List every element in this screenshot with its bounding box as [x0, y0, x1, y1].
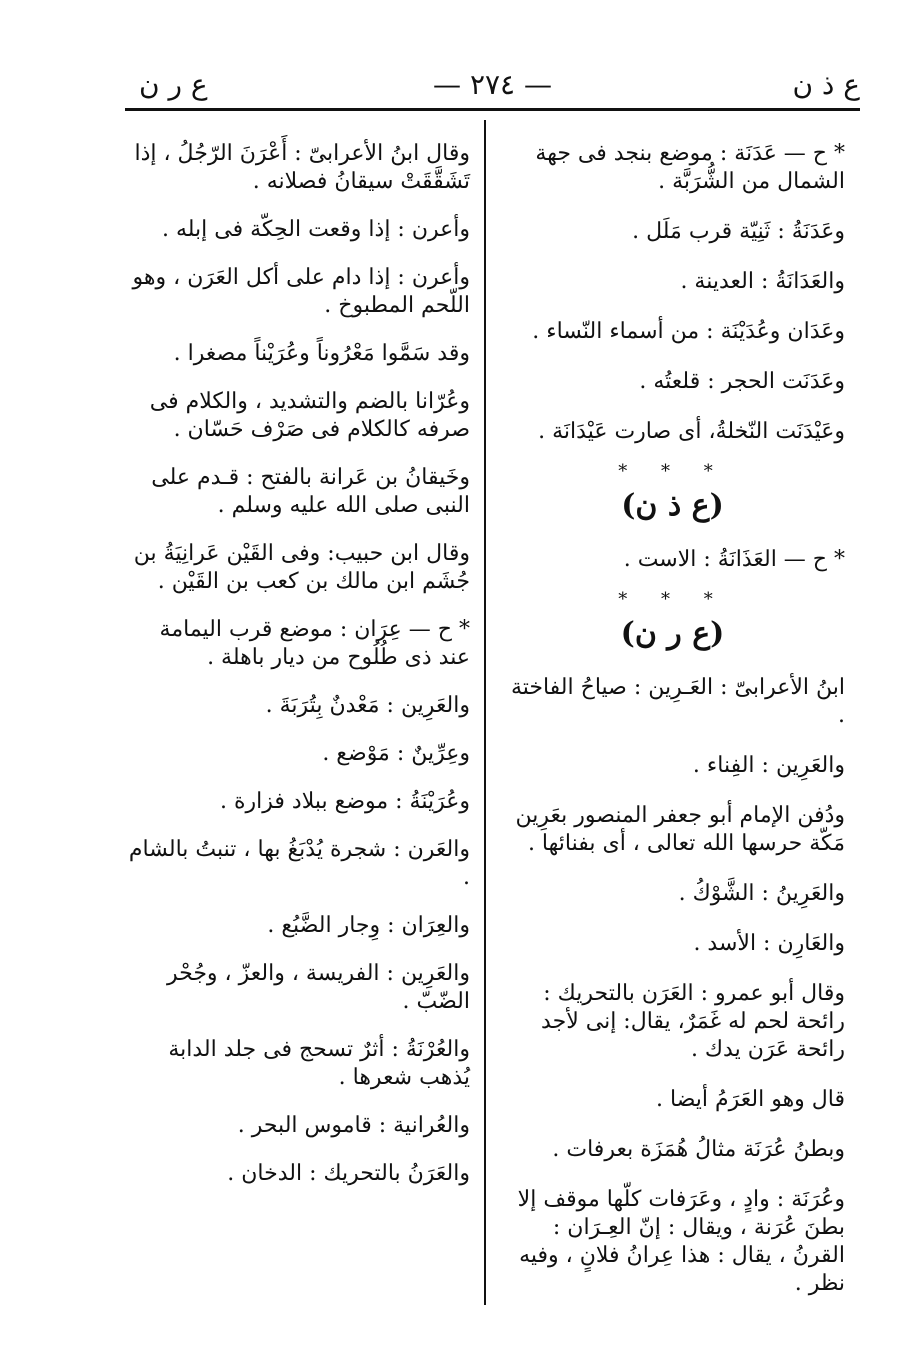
- dictionary-entry: والعَرن : شجرة يُدْبَغُ بها ، تنبتُ بالشام .: [128, 837, 470, 890]
- header-root-left: ع ر ن: [139, 68, 208, 101]
- header-rule: [125, 108, 860, 111]
- dictionary-entry: والعَارِن : الأسد .: [693, 931, 845, 956]
- dictionary-entry: ودُفن الإمام أبو جعفر المنصور بعَرِين مَكّة حرسها الله تعالى ، أى بفنائها .: [515, 803, 845, 856]
- section-heading: (ع ر ن): [620, 616, 725, 651]
- header-root-right: ع ذ ن: [792, 68, 860, 101]
- dictionary-entry: والعَرَنُ بالتحريك : الدخان .: [227, 1161, 470, 1186]
- dictionary-entry: وخَيقانُ بن عَرانة بالفتح : قـدم على النبى صلى الله عليه وسلم .: [151, 465, 470, 518]
- column-divider: [484, 120, 486, 1305]
- dictionary-entry: والعِرَان : وِجار الضَّبُع .: [267, 913, 470, 938]
- dictionary-entry: * ح — عَدَنَة : موضع بنجد فى جهة الشمال من الشُّرَبَّة .: [535, 141, 845, 194]
- dictionary-entry: والعَدَانَةُ : العدينة .: [680, 269, 845, 294]
- dictionary-entry: * ح — عِرَان : موضع قرب اليمامة عند ذى طُلُوح من ديار باهلة .: [159, 617, 470, 670]
- dictionary-entry: وقال أبو عمرو : العَرَن بالتحريك : رائحة لحم له غَمَرٌ، يقال: إنى لأجد رائحة عَرَن يدك .: [541, 981, 845, 1062]
- dictionary-entry: وعُرّانا بالضم والتشديد ، والكلام فى صرفه كالكلام فى صَرْف حَسّان .: [149, 389, 470, 442]
- dictionary-entry: قال وهو العَرَمُ أيضا .: [656, 1087, 845, 1112]
- dictionary-entry: والعَرِينُ : الشَّوْكُ .: [678, 881, 845, 906]
- dictionary-entry: وعَدَان وعُدَيْنَة : من أسماء النّساء .: [532, 319, 845, 344]
- dictionary-entry: وعُرَنَة : وادٍ ، وعَرَفات كلّها موقف إلا بطنَ عُرَنة ، ويقال : إنّ العِـرَان : القرنُ ، يقال : هذا عِرانُ فلانٍ ، وفيه نظر .: [517, 1187, 845, 1296]
- dictionary-entry: وقال ابن حبيب: وفى القَيْن عَرانِيَةُ بن جُشَم ابن مالك بن كعب بن القَيْن .: [133, 541, 470, 594]
- dictionary-entry: وقال ابنُ الأعرابىّ : أَعْرَنَ الرّجُلُ ، إذا تَشَقَّقَتْ سيقانُ فصلانه .: [134, 141, 470, 194]
- dictionary-entry: وعَيْدَنَت النّخلةُ، أى صارت عَيْدَانَة .: [538, 419, 845, 444]
- dictionary-entry: وأعرن : إذا وقعت الحِكّة فى إبله .: [161, 217, 470, 242]
- page-header: [125, 60, 860, 104]
- dictionary-entry: وأعرن : إذا دام على أكل العَرَن ، وهو اللّحم المطبوخ .: [132, 265, 470, 318]
- dictionary-entry: وعِرِّينٌ : مَوْضع .: [322, 741, 470, 766]
- section-separator: * * *: [618, 461, 727, 482]
- dictionary-entry: وقد سَمَّوا مَعْرُوناً وعُرَيْناً مصغرا .: [173, 341, 470, 366]
- dictionary-entry: وعَدَنَت الحجر : قلعتُه .: [639, 369, 845, 394]
- dictionary-entry: والعُرْنَةُ : أثرٌ تسحج فى جلد الدابة يُذهب شعرها .: [168, 1037, 470, 1090]
- dictionary-entry: * ح — العَذَانَةُ : الاست .: [623, 547, 845, 572]
- right-column: [500, 140, 845, 1320]
- section-heading: (ع ذ ن): [621, 488, 724, 523]
- dictionary-entry: والعَرِين : الفريسة ، والعزّ ، وجُحْر الضّبّ .: [166, 961, 470, 1014]
- dictionary-entry: والعُرانية : قاموس البحر .: [237, 1113, 470, 1138]
- left-column: [128, 140, 470, 1208]
- dictionary-entry: وبطنُ عُرَنَة مثالُ هُمَزَة بعرفات .: [552, 1137, 845, 1162]
- dictionary-entry: ابنُ الأعرابىّ : العَـرِين : صياحُ الفاختة .: [510, 675, 845, 728]
- section-separator: * * *: [618, 589, 727, 610]
- dictionary-entry: وعَدَنَةُ : ثَنِيّة قرب مَلَل .: [632, 219, 845, 244]
- page-number: — ٢٧٤ —: [433, 68, 552, 101]
- dictionary-entry: وعُرَيْنَةُ : موضع ببلاد فزارة .: [220, 789, 470, 814]
- dictionary-entry: والعَرِين : الفِناء .: [692, 753, 845, 778]
- dictionary-entry: والعَرِين : مَعْدنٌ بِتُرَبَةَ .: [265, 693, 470, 718]
